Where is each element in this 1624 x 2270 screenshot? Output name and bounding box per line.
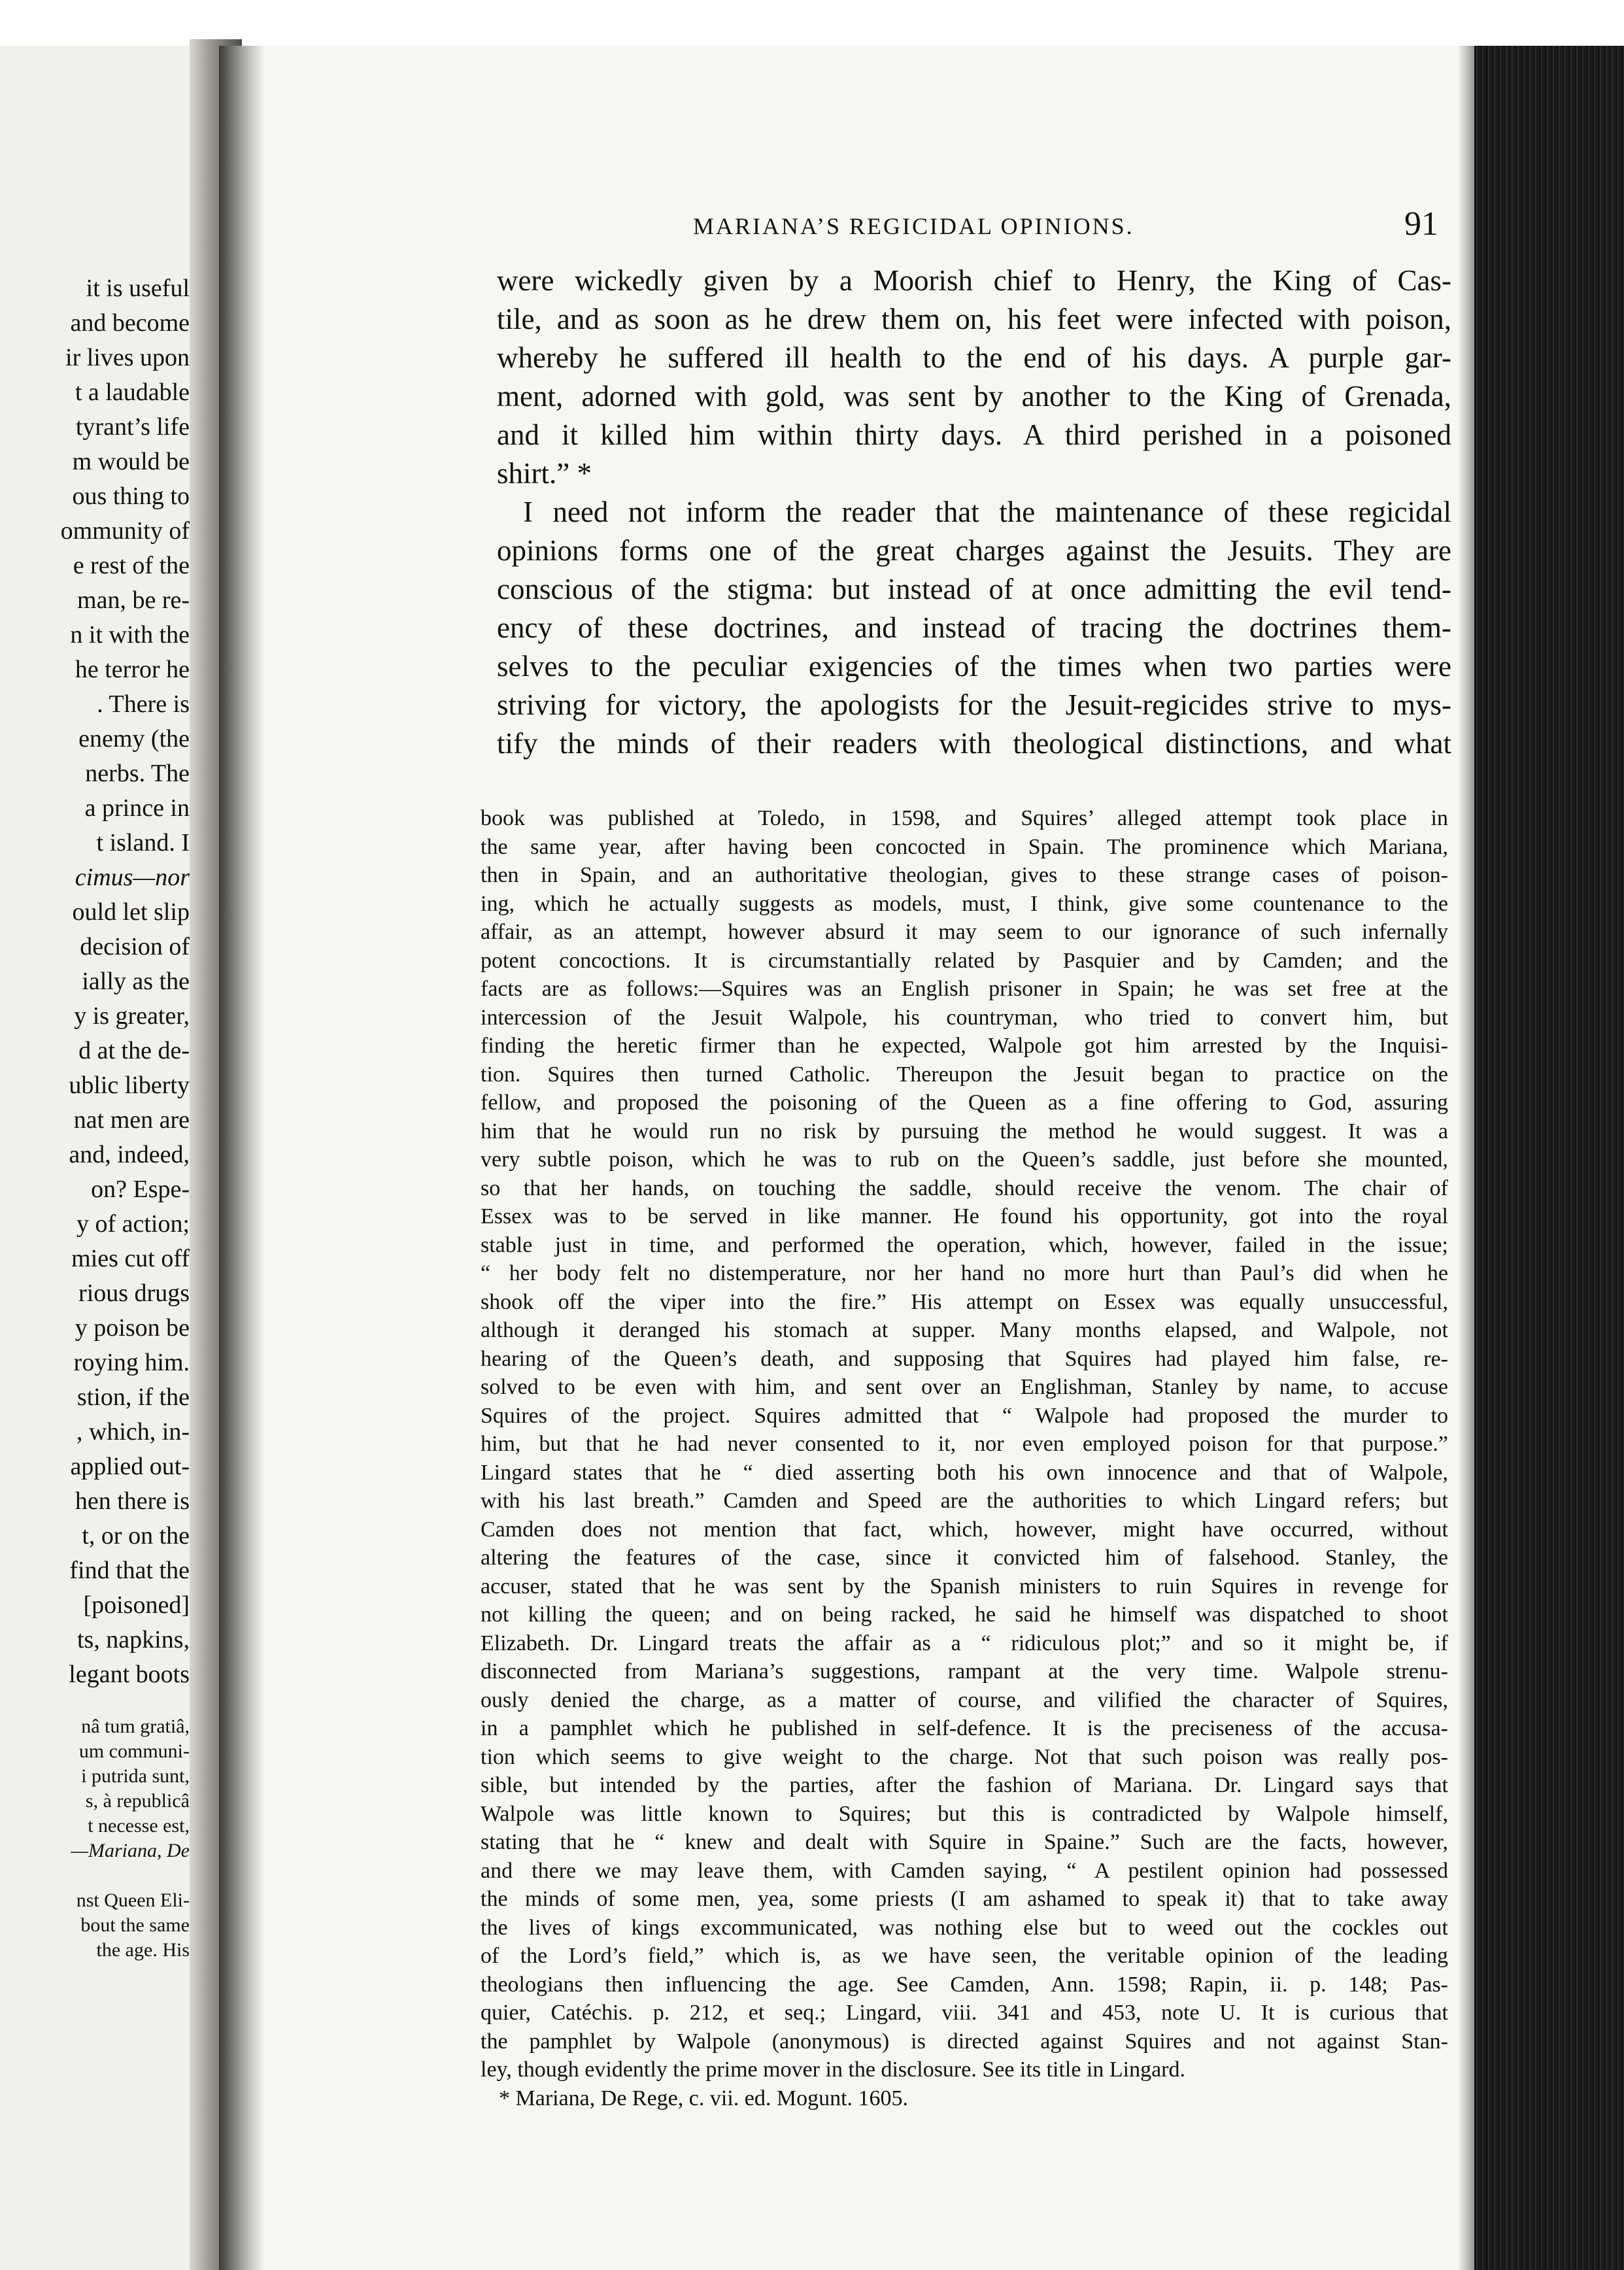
footnote-line: stable just in time, and performed the operation, which, however, failed in the issue;: [481, 1232, 1448, 1257]
body-line: conscious of the stigma: but instead of at once admitting the evil tend-: [497, 573, 1451, 605]
body-line: and it killed him within thirty days. A third perished in a poisoned: [497, 418, 1451, 451]
footnote-line: ously denied the charge, as a matter of course, and vilified the character of Squires,: [481, 1687, 1448, 1712]
page-number: 91: [1404, 205, 1438, 243]
left-footnote-line: s, à republicâ: [85, 1790, 190, 1812]
footnote-line: tion. Squires then turned Catholic. Thereupon the Jesuit began to practice on the: [481, 1062, 1448, 1087]
footnote-line: the lives of kings excommunicated, was nothing else but to weed out the cockles out: [481, 1915, 1448, 1940]
left-line: cimus—nor: [75, 864, 190, 891]
footnote-line: then in Spain, and an authoritative theologian, gives to these strange cases of poison-: [481, 863, 1448, 887]
footnote-line: although it deranged his stomach at supper. Many months elapsed, and Walpole, not: [481, 1318, 1448, 1342]
left-line: applied out-: [70, 1453, 190, 1480]
body-line: whereby he suffered ill health to the end of his days. A purple gar-: [497, 341, 1451, 374]
footnote-line: him, but that he had never consented to it, nor even employed poison for that purpose.”: [481, 1432, 1448, 1456]
footnote-line: stating that he “ knew and dealt with Squire in Spaine.” Such are the facts, however,: [481, 1830, 1448, 1854]
left-footnote-line: nst Queen Eli-: [76, 1889, 190, 1911]
left-line: d at the de-: [78, 1037, 190, 1064]
left-footnote-line: —Mariana, De: [71, 1840, 190, 1861]
footnote-line: sible, but intended by the parties, after the fashion of Mariana. Dr. Lingard says that: [481, 1773, 1448, 1797]
footnote-line: Squires of the project. Squires admitted that “ Walpole had proposed the murder to: [481, 1403, 1448, 1428]
left-line: legant boots: [69, 1661, 190, 1688]
running-head-title: MARIANA’S REGICIDAL OPINIONS.: [693, 213, 1134, 239]
left-line: find that the: [69, 1557, 190, 1584]
body-line: tify the minds of their readers with theological distinctions, and what: [497, 727, 1451, 760]
footnote-line: potent concoctions. It is circumstantially related by Pasquier and by Camden; and the: [481, 948, 1448, 973]
left-line: a prince in: [84, 794, 190, 822]
left-line: ir lives upon: [65, 344, 190, 371]
left-line: and, indeed,: [69, 1141, 190, 1168]
body-line: opinions forms one of the great charges against the Jesuits. They are: [497, 534, 1451, 567]
footnote-line: Lingard states that he “ died asserting both his own innocence and that of Walpole,: [481, 1460, 1448, 1485]
left-line: he terror he: [75, 656, 190, 683]
footnote-line: him that he would run no risk by pursuing the method he would suggest. It was a: [481, 1119, 1448, 1143]
left-line: . There is: [97, 690, 190, 718]
left-line: ould let slip: [72, 898, 190, 926]
book-fore-edge: [1474, 46, 1624, 2270]
left-line: t, or on the: [82, 1522, 190, 1550]
left-line: y poison be: [75, 1314, 190, 1342]
body-line: were wickedly given by a Moorish chief to Henry, the King of Cas-: [497, 264, 1451, 297]
left-footnote-line: [61, 1863, 190, 1888]
left-line: decision of: [80, 933, 190, 960]
page-gutter-shade: [219, 46, 265, 2270]
left-line: nerbs. The: [85, 760, 190, 787]
left-line: mies cut off: [71, 1245, 190, 1272]
left-line: hen there is: [75, 1487, 190, 1515]
footnote-line: altering the features of the case, since it convicted him of falsehood. Stanley, the: [481, 1546, 1448, 1570]
left-line: man, be re-: [77, 586, 190, 614]
body-line: selves to the peculiar exigencies of the times when two parties were: [497, 650, 1451, 683]
footnote-line: hearing of the Queen’s death, and supposing that Squires had played him false, re-: [481, 1346, 1448, 1371]
body-text: [497, 262, 1451, 763]
left-footnote-line: bout the same: [80, 1914, 190, 1936]
body-line: shirt.” *: [497, 457, 592, 490]
left-line: ublic liberty: [69, 1072, 190, 1099]
footnote-line: ing, which he actually suggests as models, must, I think, give some countenance to the: [481, 891, 1448, 916]
left-footnote-gap: [61, 1692, 190, 1714]
left-footnote-line: um communi-: [78, 1740, 190, 1762]
footnote-line: very subtle poison, which he was to rub on the Queen’s saddle, just before she mounted,: [481, 1147, 1448, 1172]
footnote-line: in a pamphlet which he published in self-defence. It is the preciseness of the accusa-: [481, 1716, 1448, 1740]
left-line: t island. I: [96, 829, 190, 856]
left-line: and become: [70, 309, 190, 337]
left-line: it is useful: [86, 275, 190, 302]
left-line: rious drugs: [78, 1279, 190, 1307]
footnote-line: book was published at Toledo, in 1598, and Squires’ alleged attempt took place in: [481, 806, 1448, 830]
footnote-line: with his last breath.” Camden and Speed are the authorities to which Lingard refers; but: [481, 1489, 1448, 1513]
footnote-line: shook off the viper into the fire.” His attempt on Essex was equally unsuccessful,: [481, 1289, 1448, 1314]
footnote-line: fellow, and proposed the poisoning of the Queen as a fine offering to God, assuring: [481, 1091, 1448, 1115]
footnote-line: quier, Catéchis. p. 212, et seq.; Lingard, viii. 341 and 453, note U. It is curious that: [481, 2001, 1448, 2025]
footnote-line: of the Lord’s field,” which is, as we have seen, the veritable opinion of the leading: [481, 1944, 1448, 1968]
body-line: tile, and as soon as he drew them on, his feet were infected with poison,: [497, 303, 1451, 335]
footnote-line: Essex was to be served in like manner. He found his opportunity, got into the royal: [481, 1204, 1448, 1228]
left-line: enemy (the: [78, 725, 190, 753]
footnote-line: affair, as an attempt, however absurd it may seem to our ignorance of such infernally: [481, 920, 1448, 944]
footnote-line: not killing the queen; and on being racked, he said he himself was dispatched to shoot: [481, 1602, 1448, 1627]
footnote-line: the same year, after having been concocted in Spain. The prominence which Mariana,: [481, 834, 1448, 859]
footnote-line: finding the heretic firmer than he expected, Walpole got him arrested by the Inquisi-: [481, 1034, 1448, 1058]
footnote-line: “ her body felt no distemperature, nor her hand no more hurt than Paul’s did when he: [481, 1261, 1448, 1285]
footnote-line: facts are as follows:—Squires was an English prisoner in Spain; he was set free at the: [481, 977, 1448, 1001]
left-line: y is greater,: [74, 1002, 190, 1030]
scan-top-margin: [0, 0, 1624, 46]
body-line: I need not inform the reader that the maintenance of these regicidal: [523, 496, 1451, 528]
left-line: e rest of the: [73, 552, 190, 579]
left-footnote-line: t necesse est,: [88, 1815, 190, 1837]
left-page-text: [61, 271, 190, 1963]
footnote-line: * Mariana, De Rege, c. vii. ed. Mogunt. 1605.: [499, 2086, 909, 2110]
right-page: [219, 46, 1484, 2270]
left-line: ommunity of: [60, 517, 190, 545]
left-line: t a laudable: [75, 379, 190, 406]
left-line: tyrant’s life: [75, 413, 190, 441]
footnote-line: Camden does not mention that fact, which, however, might have occurred, without: [481, 1517, 1448, 1542]
left-line: [poisoned]: [83, 1591, 190, 1619]
left-line: , which, in-: [76, 1418, 190, 1446]
left-facing-page: [0, 46, 196, 2270]
running-head: [497, 205, 1438, 252]
footnote-line: Elizabeth. Dr. Lingard treats the affair as a “ ridiculous plot;” and so it might be, if: [481, 1631, 1448, 1655]
left-footnote-line: i putrida sunt,: [81, 1765, 190, 1787]
body-line: striving for victory, the apologists for the Jesuit-regicides strive to mys-: [497, 688, 1451, 721]
footnote-line: ley, though evidently the prime mover in the disclosure. See its title in Lingard.: [481, 2058, 1186, 2082]
left-line: ially as the: [82, 968, 190, 995]
footnote-line: tion which seems to give weight to the charge. Not that such poison was really pos-: [481, 1744, 1448, 1769]
footnote-line: accuser, stated that he was sent by the Spanish ministers to ruin Squires in revenge for: [481, 1574, 1448, 1599]
body-line: ency of these doctrines, and instead of tracing the doctrines them-: [497, 611, 1451, 644]
left-line: nat men are: [73, 1106, 190, 1134]
footnote-line: solved to be even with him, and sent over an Englishman, Stanley by name, to accuse: [481, 1375, 1448, 1399]
body-line: ment, adorned with gold, was sent by another to the King of Grenada,: [497, 380, 1451, 413]
left-line: n it with the: [70, 621, 190, 649]
footnote-text: [481, 804, 1448, 2112]
footnote-line: and there we may leave them, with Camden saying, “ A pestilent opinion had possessed: [481, 1858, 1448, 1883]
footnote-line: so that her hands, on touching the saddle, should receive the venom. The chair of: [481, 1176, 1448, 1200]
left-line: roying him.: [73, 1349, 190, 1376]
left-line: y of action;: [76, 1210, 190, 1238]
footnote-line: theologians then influencing the age. See Camden, Ann. 1598; Rapin, ii. p. 148; Pas-: [481, 1972, 1448, 1997]
left-line: ts, napkins,: [76, 1626, 190, 1653]
left-line: ous thing to: [72, 483, 190, 510]
footnote-line: the pamphlet by Walpole (anonymous) is directed against Squires and not against Stan-: [481, 2029, 1448, 2054]
footnote-line: Walpole was little known to Squires; but this is contradicted by Walpole himself,: [481, 1801, 1448, 1826]
left-line: on? Espe-: [91, 1176, 190, 1203]
left-line: m would be: [72, 448, 190, 475]
footnote-line: intercession of the Jesuit Walpole, his countryman, who tried to convert him, but: [481, 1005, 1448, 1030]
left-footnote-line: the age. His: [96, 1939, 190, 1961]
footnote-line: disconnected from Mariana’s suggestions, rampant at the very time. Walpole strenu-: [481, 1659, 1448, 1684]
left-footnote-line: nâ tum gratiâ,: [81, 1716, 190, 1737]
footnote-line: the minds of some men, yea, some priests (I am ashamed to speak it) that to take away: [481, 1887, 1448, 1911]
left-line: stion, if the: [76, 1383, 190, 1411]
